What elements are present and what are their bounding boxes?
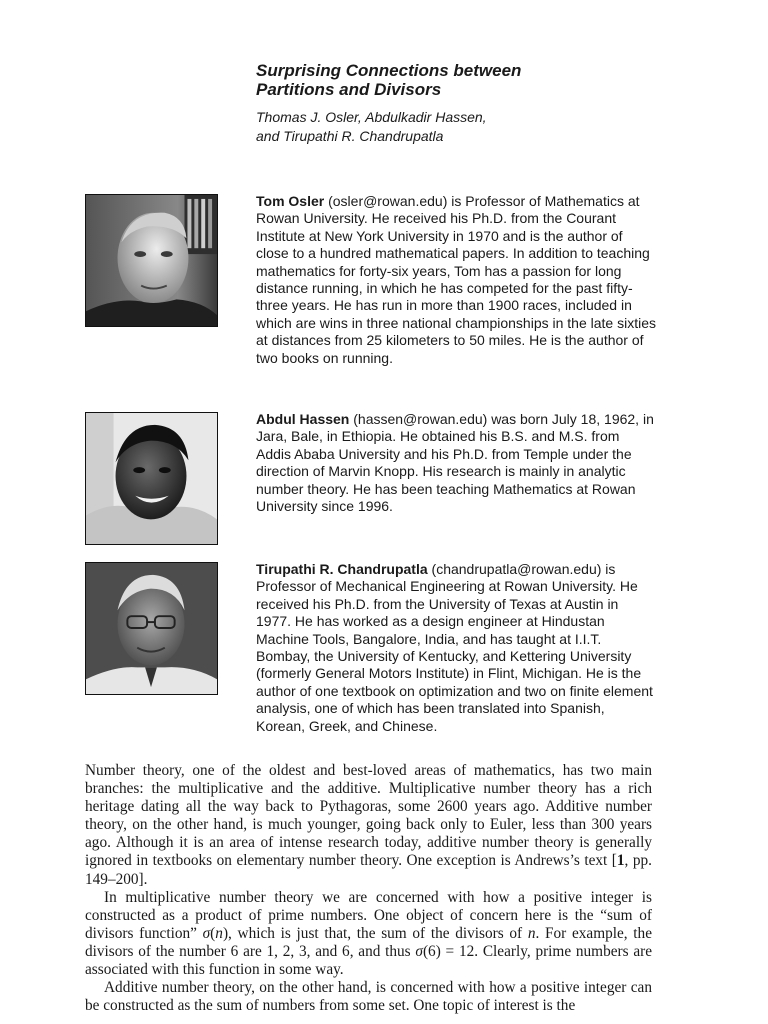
authors-line-1: Thomas J. Osler, Abdulkadir Hassen, [256,109,487,125]
paragraph-2 [85,889,652,979]
paragraph-3 [85,979,652,1015]
title-line-1: Surprising Connections between [256,61,522,80]
p2-text-b: ( [210,924,216,942]
p1-end: , pp. 149–200]. [85,852,652,888]
author-photo-hassen [85,412,218,545]
bio-name: Abdul Hassen [256,411,350,427]
paragraph-1 [85,762,652,889]
bio-name: Tom Osler [256,193,325,209]
article-header [256,61,676,146]
p1-text: Number theory, one of the oldest and best-loved areas of mathematics, has two main branches: the multiplicative and the additive. Multiplicative number theory has a rich heritage dating all the way back to Pythagoras, some 2600 years ago. Additive number theory, on the other hand, is much younger, going back only to Euler, less than 300 years ago. Although it is an area of intense research today, additive number theory is generally ignored in textbooks on elementary number theory. One exception is Andrews’s text [ [85,762,652,870]
p3-text: Additive number theory, on the other hand, is concerned with how a positive integer can be constructed as the sum of numbers from some set. One topic of interest is the [85,979,652,1015]
bio-description: (chandrupatla@rowan.edu) is Professor of Mechanical Engineering at Rowan University. He received his Ph.D. from the University of Texas at Austin in 1977. He has worked as a design engineer at Hindustan Machine Tools, Bangalore, India, and has taught at I.I.T. Bombay, the University of Kentucky, and Kettering University (formerly General Motors Institute) in Flint, Michigan. He is the author of one textbook on optimization and two on finite element analysis, one of which has been translated into Spanish, Korean, Greek, and Chinese. [256,561,653,734]
author-photo-osler [85,194,218,327]
title-line-2: Partitions and Divisors [256,80,442,99]
citation-ref: 1 [616,852,625,870]
p2-text-d: . For example, the divisors of the number 6 are 1, 2, 3, and 6, and thus [85,924,652,960]
bio-description: (osler@rowan.edu) is Professor of Mathematics at Rowan University. He received his Ph.D. from the Courant Institute at New York University in 1970 and is the author of close to a hundred mathematical papers. In addition to teaching mathematics for forty-six years, Tom has a passion for long distance running, in which he has competed for the past fifty-three years. He has run in more than 1900 races, included in which are wins in three national championships in the late sixties at distances from 25 kilometers to 50 miles. He is the author of two books on running. [256,193,656,366]
bio-description: (hassen@rowan.edu) was born July 18, 1962, in Jara, Bale, in Ethiopia. He obtained his B.S. and M.S. from Addis Ababa University and his Ph.D. from Temple under the direction of Marvin Knopp. His research is mainly in analytic number theory. He has been teaching Mathematics at Rowan University since 1996. [256,411,654,515]
portrait-image [86,195,217,326]
author-photo-chandrupatla [85,562,218,695]
portrait-image [86,413,217,544]
variable-n: n [527,924,536,942]
article-title [256,61,676,99]
bio-text-hassen [256,411,656,515]
authors-line-2: and Tirupathi R. Chandrupatla [256,128,444,144]
sigma-symbol: σ [415,942,423,960]
p2-text-e: (6) = 12. Clearly, prime numbers are associated with this function in some way. [85,942,653,979]
author-list [256,108,676,146]
variable-n: n [215,924,223,942]
p2-text-a: In multiplicative number theory we are concerned with how a positive integer is constructed as a product of prime numbers. One object of concern here is the “sum of divisors function” [85,888,652,942]
portrait-image [86,563,217,694]
article-body [85,762,652,1015]
p2-text-c: ), which is just that, the sum of the divisors of [222,924,528,942]
sigma-symbol: σ [202,924,211,942]
bio-text-chandrupatla [256,561,656,735]
bio-name: Tirupathi R. Chandrupatla [256,561,428,577]
bio-text-osler [256,193,656,367]
